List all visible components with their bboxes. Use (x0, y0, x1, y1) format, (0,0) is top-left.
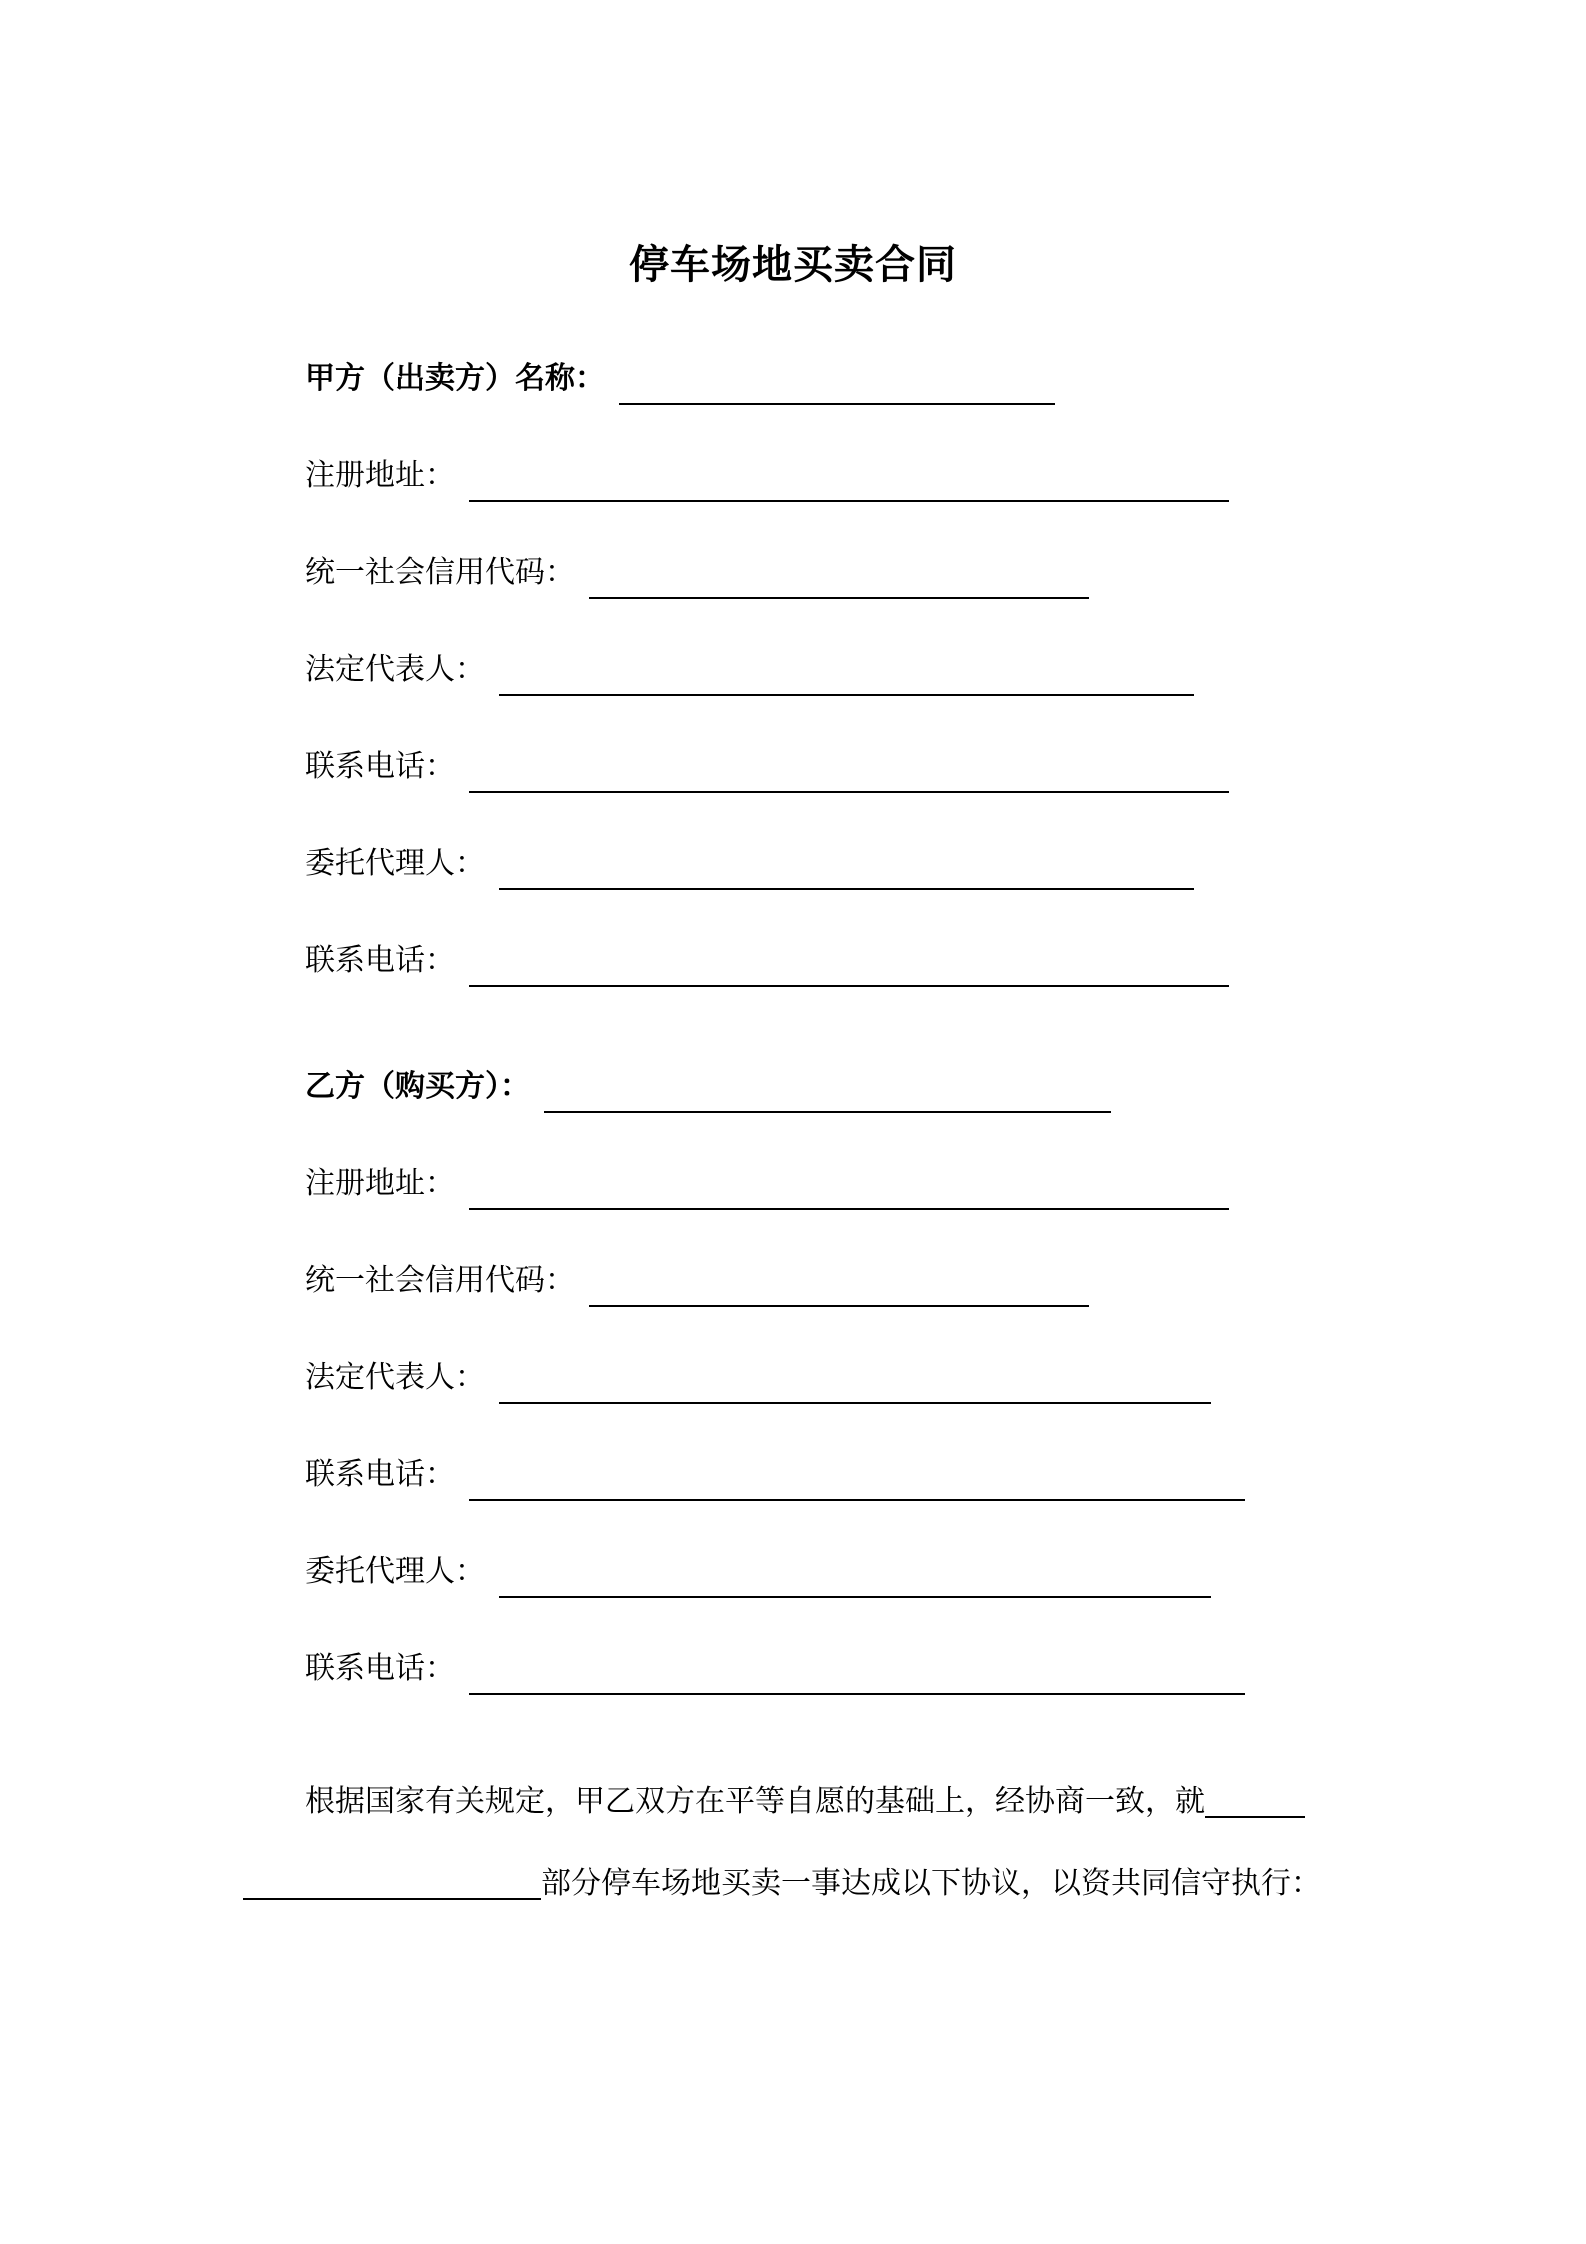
preamble-line-1 (305, 1782, 1305, 1822)
party-b-credit-code-row (305, 1247, 1089, 1307)
party-b-phone-row (305, 1441, 1245, 1501)
party-b-address-row (305, 1150, 1229, 1210)
party-b-agent-field[interactable] (499, 1556, 1211, 1598)
party-b-agent-label: 委托代理人： (305, 1554, 485, 1589)
party-b-name-label: 乙方（购买方）： (305, 1069, 530, 1104)
party-b-legal-rep-row (305, 1344, 1211, 1404)
party-b-name-row (305, 1053, 1111, 1113)
party-a-legal-rep-label: 法定代表人： (305, 652, 485, 687)
party-b-address-label: 注册地址： (305, 1166, 455, 1201)
party-a-agent-phone-field[interactable] (469, 945, 1229, 987)
party-a-credit-code-row (305, 539, 1089, 599)
party-a-credit-code-label: 统一社会信用代码： (305, 555, 575, 590)
party-a-address-field[interactable] (469, 460, 1229, 502)
party-b-agent-phone-field[interactable] (469, 1653, 1245, 1695)
party-b-credit-code-label: 统一社会信用代码： (305, 1263, 575, 1298)
preamble-line-2-text: 部分停车场地买卖一事达成以下协议，以资共同信守执行： (541, 1866, 1321, 1901)
party-a-phone-row (305, 733, 1229, 793)
party-b-legal-rep-label: 法定代表人： (305, 1360, 485, 1395)
party-a-credit-code-field[interactable] (589, 557, 1089, 599)
document-title: 停车场地买卖合同 (629, 242, 957, 288)
party-b-agent-row (305, 1538, 1211, 1598)
party-a-agent-phone-label: 联系电话： (305, 943, 455, 978)
party-a-agent-field[interactable] (499, 848, 1194, 890)
preamble-line-1-text: 根据国家有关规定，甲乙双方在平等自愿的基础上，经协商一致，就 (305, 1784, 1205, 1819)
party-b-legal-rep-field[interactable] (499, 1362, 1211, 1404)
party-b-phone-label: 联系电话： (305, 1457, 455, 1492)
party-b-phone-field[interactable] (469, 1459, 1245, 1501)
party-a-agent-phone-row (305, 927, 1229, 987)
party-b-agent-phone-label: 联系电话： (305, 1651, 455, 1686)
party-a-address-label: 注册地址： (305, 458, 455, 493)
party-a-legal-rep-field[interactable] (499, 654, 1194, 696)
party-a-address-row (305, 442, 1229, 502)
party-a-phone-field[interactable] (469, 751, 1229, 793)
party-b-name-field[interactable] (544, 1071, 1111, 1113)
party-a-legal-rep-row (305, 636, 1194, 696)
party-a-name-label: 甲方（出卖方）名称： (305, 361, 605, 396)
party-a-agent-label: 委托代理人： (305, 846, 485, 881)
preamble-location-blank[interactable] (243, 1866, 541, 1900)
preamble-subject-blank[interactable] (1205, 1784, 1305, 1818)
party-a-agent-row (305, 830, 1194, 890)
party-b-address-field[interactable] (469, 1168, 1229, 1210)
party-a-phone-label: 联系电话： (305, 749, 455, 784)
preamble-line-2 (243, 1864, 1321, 1904)
party-a-name-row (305, 345, 1055, 405)
party-b-agent-phone-row (305, 1635, 1245, 1695)
party-a-name-field[interactable] (619, 363, 1055, 405)
party-b-credit-code-field[interactable] (589, 1265, 1089, 1307)
